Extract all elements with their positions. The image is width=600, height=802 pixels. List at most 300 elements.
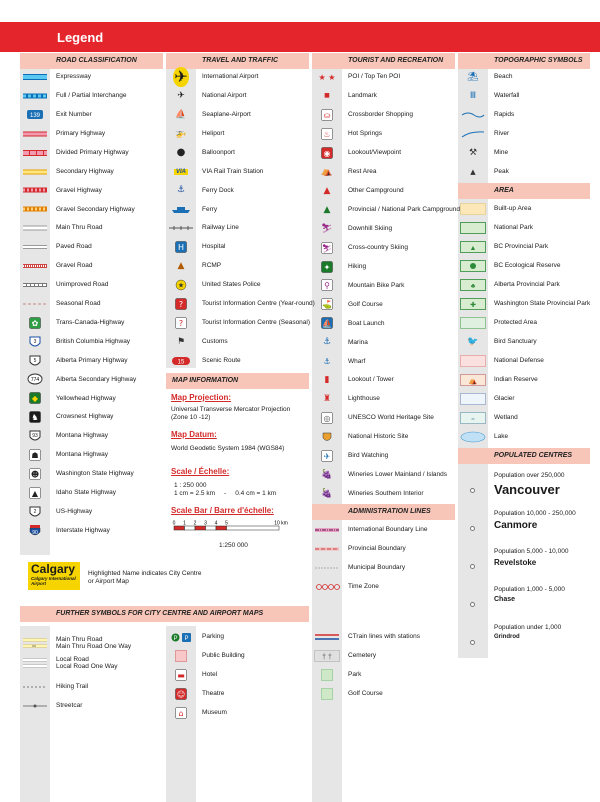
calgary-name: Calgary [31,562,76,576]
legend-label: Interstate Highway [56,526,110,534]
centre-name: Vancouver [494,482,560,497]
calgary-badge [28,562,80,590]
legend-row-tourist-information-centre-seasonal [166,314,310,332]
town-dot-icon [470,488,475,493]
svg-text:⛷: ⛷ [321,243,333,253]
svg-text:≈: ≈ [471,417,475,423]
town-dot-icon [470,640,475,645]
legend-label: Lighthouse [348,395,380,403]
legend-banner [0,22,600,52]
legend-row-poi-top-ten-poi [312,68,400,86]
legend-row-ferry-dock [166,181,234,199]
legend-row-built-up-area [458,200,531,218]
legend-label: Local Road Local Road One Way [56,655,118,670]
legend-label: Secondary Highway [56,167,114,175]
legend-label: River [494,130,510,138]
legend-row-main-thru-road [20,219,103,237]
legend-label: National Historic Site [348,433,409,441]
datum-title: Map Datum: [171,430,217,439]
legend-label: Hot Springs [348,130,382,138]
divided-primary-highway-icon [20,146,50,160]
svg-text:⚲: ⚲ [324,281,330,291]
legend-label: Full / Partial Interchange [56,92,127,100]
local-road-icon [20,656,50,670]
bc-highway-icon [20,335,50,349]
legend-label: Museum [202,709,227,717]
legend-row-hot-springs [312,125,382,143]
svg-text:◎: ◎ [323,414,331,424]
populated-centre-chase [494,586,565,603]
legend-row-provincial-boundary [312,540,406,558]
scale-text-1: 1 : 250 000 [174,482,207,489]
legend-label: Bird Watching [348,452,389,460]
legend-label: Landmark [348,92,377,100]
legend-row-theatre [166,685,224,703]
svg-text:▲: ▲ [31,488,39,498]
legend-label: Paved Road [56,243,92,251]
legend-row-golf-course [312,685,383,703]
legend-label: Scenic Route [202,356,241,364]
scale-tick-label: 3 [204,520,207,527]
unesco-site-icon [312,411,342,425]
legend-row-scenic-route [166,352,241,370]
legend-label: National Defense [494,357,544,365]
legend-label: Park [348,671,362,679]
bc-provincial-park-icon [458,240,488,254]
waterfall-icon: Ⅲ [469,91,477,101]
legend-row-wetland [458,409,518,427]
legend-row-peak [458,163,509,181]
legend-label: Hospital [202,243,226,251]
legend-row-lookout-tower [312,371,394,389]
svg-text:15: 15 [177,359,185,365]
legend-label: Balloonport [202,148,235,156]
time-zone-icon [312,580,342,594]
unimproved-road-icon [20,278,50,292]
legend-row-balloonport [166,144,235,162]
river-icon [458,127,488,141]
legend-row-lookout-viewpoint [312,144,401,162]
main-thru-road-city-icon [20,636,50,650]
population-range: Population 5,000 - 10,000 [494,548,569,555]
svg-text:✦: ✦ [323,262,331,272]
legend-label: Mine [494,149,509,157]
lighthouse-icon: ♜ [322,394,332,405]
scale-tick-label: 1 [183,520,186,527]
further-heading: FURTHER SYMBOLS FOR CITY CENTRE AND AIRPORT MAPS [20,606,309,622]
legend-row-us-highway [20,503,92,521]
populated-centre-canmore [494,510,576,531]
legend-row-indian-reserve [458,371,538,389]
legend-row-unesco-world-heritage-site [312,409,434,427]
svg-text:✚: ✚ [470,302,476,309]
legend-row-streetcar [20,696,82,716]
legend-label: Wetland [494,414,518,422]
svg-text:▬: ▬ [177,671,185,680]
rest-area-icon: ⛺ [321,166,333,177]
legend-row-museum [166,704,227,722]
admin-heading: ADMINISTRATION LINES [312,504,455,520]
national-park-icon [458,221,488,235]
legend-label: Tourist Information Centre (Year-round) [202,300,315,308]
legend-label: Divided Primary Highway [56,148,129,156]
legend-label: Protected Area [494,319,537,327]
legend-label: Mountain Bike Park [348,281,405,289]
legend-label: Wineries Lower Mainland / Islands [348,471,447,479]
legend-label: International Airport [202,73,259,81]
svg-text:P: P [184,635,189,642]
legend-row-hotel [166,666,217,684]
poi-icon: ★ ★ [318,72,336,82]
legend-row-crowsnest-highway [20,408,113,426]
legend-label: Glacier [494,395,515,403]
travel-heading: TRAVEL AND TRAFFIC [166,53,309,69]
legend-row-unimproved-road [20,276,108,294]
legend-row-paved-road [20,238,92,256]
streetcar-icon [20,699,50,713]
downhill-skiing-icon: ⛷ [321,223,333,234]
legend-label: Theatre [202,690,225,698]
svg-text:⛵: ⛵ [322,319,332,329]
legend-label: Provincial / National Park Campground [348,205,460,213]
protected-area-icon [458,316,488,330]
scale-tick-label: 5 [225,520,228,527]
legend-row-protected-area [458,314,537,332]
svg-text:☻: ☻ [30,469,40,479]
paved-road-icon [20,240,50,254]
hospital-icon [166,240,196,254]
beach-icon: ⛱ [467,72,479,82]
seaplane-airport-icon: ⛵ [175,109,187,120]
trans-canada-highway-icon [20,316,50,330]
svg-text:93: 93 [32,433,38,440]
svg-text:?: ? [178,299,184,309]
legend-label: Seaplane-Airport [202,111,251,119]
legend-label: Railway Line [202,224,239,232]
legend-row-heliport [166,125,224,143]
alberta-secondary-highway-icon [20,372,50,386]
park-icon [312,668,342,682]
lookout-viewpoint-icon [312,146,342,160]
via-rail-icon: VIA [175,168,186,175]
svg-text:774: 774 [30,377,40,384]
svg-text:90: 90 [32,529,38,536]
legend-label: Expressway [56,73,92,81]
legend-label: Alberta Secondary Highway [56,375,137,383]
legend-row-lighthouse [312,390,380,408]
legend-label: RCMP [202,262,222,270]
svg-text:☺: ☺ [176,690,186,699]
national-airport-icon: ✈ [177,90,185,101]
svg-text:◉: ◉ [323,148,331,158]
legend-label: Peak [494,168,509,176]
legend-label: Crossborder Shopping [348,111,414,119]
legend-row-bird-watching [312,447,388,465]
legend-label: Montana Highway [56,451,109,459]
population-range: Population over 250,000 [494,472,565,479]
centre-name: Canmore [494,520,538,531]
landmark-icon: ■ [324,92,330,100]
svg-text:⛀: ⛀ [323,110,331,120]
legend-row-divided-primary-highway [20,144,129,162]
scale-title: Scale / Échelle: [171,467,230,476]
populated-centre-revelstoke [494,548,568,567]
legend-label: US-Highway [56,507,93,515]
legend-label: National Airport [202,92,247,100]
legend-label: Ferry Dock [202,186,234,194]
legend-row-cemetery [312,647,376,665]
road-heading: ROAD CLASSIFICATION [20,53,163,69]
legend-label: Seasonal Road [56,300,101,308]
legend-row-exit-number [20,106,92,124]
legend-row-other-campground [312,182,404,200]
legend-label: Rest Area [348,168,377,176]
yellowhead-highway-icon [20,391,50,405]
legend-label: BC Ecological Reserve [494,262,561,270]
centre-name: Grindrod [494,634,520,640]
scale-end-label: 10 km [274,520,288,527]
alberta-provincial-park-icon [458,278,488,292]
legend-label: Wharf [348,357,366,365]
legend-row-boat-launch [312,314,385,332]
populated-centre-grindrod [494,624,561,640]
crowsnest-highway-icon [20,410,50,424]
calgary-sub: Calgary International Airport [31,576,76,586]
legend-row-local-road-local-road-one-way [20,653,118,673]
legend-row-seasonal-road [20,295,100,313]
tourist-info-yearround-icon [166,297,196,311]
legend-row-british-columbia-highway [20,333,130,351]
legend-row-mountain-bike-park [312,276,404,294]
svg-text:?: ? [178,318,184,328]
centre-name: Chase [494,596,516,603]
projection-title: Map Projection: [171,393,232,402]
svg-text:⛺: ⛺ [468,378,478,385]
legend-row-golf-course [312,295,383,313]
legend-row-bc-ecological-reserve [458,257,560,275]
legend-row-alberta-secondary-highway [20,370,136,388]
legend-label: Gravel Secondary Highway [56,205,135,213]
legend-label: Time Zone [348,583,379,591]
legend-row-yellowhead-highway [20,389,116,407]
legend-label: BC Provincial Park [494,243,549,251]
legend-label: Cemetery [348,652,377,660]
legend-row-customs [166,333,228,351]
legend-label: Washington State Highway [56,470,134,478]
legend-row-mine [458,144,508,162]
legend-label: UNESCO World Heritage Site [348,414,434,422]
scale-tick-label: 0 [172,520,176,527]
legend-row-montana-highway [20,427,108,445]
legend-label: Lookout/Viewpoint [348,149,402,157]
populated-centre-vancouver [494,472,564,497]
legend-row-national-historic-site [312,428,408,446]
legend-row-wharf [312,352,365,370]
svg-text:3: 3 [33,338,37,345]
svg-text:♣: ♣ [470,283,476,290]
indian-reserve-icon [458,373,488,387]
tourist-heading: TOURIST AND RECREATION [312,53,455,69]
legend-label: Marina [348,338,368,346]
scenic-route-icon [166,354,196,368]
svg-text:✿: ✿ [31,318,39,328]
legend-row-ctrain-lines-with-stations [312,628,420,646]
legend-label: Hiking Trail [56,683,89,691]
washington-park-icon [458,297,488,311]
svg-text:H: H [177,243,185,253]
legend-row-provincial-national-park-campground [312,201,460,219]
peak-icon: ▲ [470,168,476,176]
svg-text:⌂: ⌂ [178,709,184,718]
population-range: Population 10,000 - 250,000 [494,510,576,517]
exit-number-icon [20,108,50,122]
legend-row-beach [458,68,512,86]
legend-row-river [458,125,509,143]
legend-label: Built-up Area [494,205,532,213]
legend-row-public-building [166,647,245,665]
boat-launch-icon [312,316,342,330]
legend-row-crossborder-shopping [312,106,413,124]
legend-row-gravel-road [20,257,93,275]
cross-country-skiing-icon [312,241,342,255]
datum-text: World Geodetic System 1984 (WGS84) [171,445,285,452]
balloonport-icon: ● [176,147,186,159]
town-dot-icon [470,602,475,607]
cemetery-icon [312,649,342,663]
legend-label: Main Thru Road [56,224,103,232]
legend-row-main-thru-road-main-thru-road-one-way [20,633,131,653]
ferry-dock-icon: ⚓ [176,185,186,196]
legend-row-full-partial-interchange [20,87,126,105]
gravel-secondary-highway-icon [20,202,50,216]
svg-text:♞: ♞ [31,413,39,423]
golf-course-icon [312,297,342,311]
legend-label: Parking [202,633,225,641]
municipal-boundary-icon [312,561,342,575]
legend-label: Yellowhead Highway [56,394,116,402]
gravel-road-icon [20,259,50,273]
washington-highway-icon [20,467,50,481]
provincial-boundary-icon [312,542,342,556]
other-campground-icon: ▲ [323,185,331,196]
legend-label: Hotel [202,671,218,679]
legend-row-idaho-state-highway [20,484,116,502]
svg-text:P: P [173,635,178,642]
bird-sanctuary-icon: 🐦 [467,337,479,347]
rcmp-icon: ▲ [177,261,185,271]
topo-heading: TOPOGRAPHIC SYMBOLS [458,53,590,69]
legend-label: Primary Highway [56,129,106,137]
museum-icon [166,706,196,720]
legend-label: Cross-country Skiing [348,243,408,251]
park-campground-icon: ▲ [323,204,331,215]
svg-text:♨: ♨ [323,129,331,139]
international-airport-icon: ✈ [174,69,188,86]
legend-label: United States Police [202,281,261,289]
legend-label: Alberta Provincial Park [494,281,560,289]
legend-label: National Park [494,224,534,232]
legend-label: Gravel Road [56,262,93,270]
scalebar-ratio: 1:250 000 [219,542,248,549]
hiking-icon [312,260,342,274]
legend-row-rapids [458,106,514,124]
town-dot-icon [470,526,475,531]
legend-label: Provincial Boundary [348,545,406,553]
scale-text-2: 1 cm = 2.5 km - 0.4 cm = 1 km [174,490,277,497]
golf-course-city-icon [312,687,342,701]
legend-row-hiking [312,258,366,276]
legend-row-national-airport [166,87,246,105]
hiking-trail-icon [20,680,50,694]
legend-label: Alberta Primary Highway [56,356,128,364]
legend-label: Bird Sanctuary [494,338,537,346]
legend-row-expressway [20,68,91,86]
national-defense-icon [458,354,488,368]
legend-row-gravel-secondary-highway [20,200,135,218]
legend-label: Crowsnest Highway [56,413,114,421]
legend-label: Municipal Boundary [348,564,406,572]
interchange-icon [20,89,50,103]
national-historic-site-icon [312,430,342,444]
svg-text:✈: ✈ [323,452,331,461]
legend-row-marina [312,333,368,351]
legend-row-washington-state-highway [20,465,134,483]
legend-row-secondary-highway [20,163,114,181]
legend-label: POI / Top Ten POI [348,73,401,81]
ctrain-lines-icon [312,630,342,644]
legend-label: Public Building [202,652,245,660]
legend-row-montana-highway [20,446,108,464]
svg-text:† †: † † [322,654,332,661]
legend-row-tourist-information-centre-year-round [166,295,315,313]
us-highway-icon [20,505,50,519]
mountain-bike-park-icon [312,278,342,292]
legend-row-primary-highway [20,125,105,143]
hotel-icon [166,668,196,682]
legend-label: Downhill Skiing [348,224,393,232]
us-police-icon [166,278,196,292]
projection-text-1: Universal Transverse Mercator Projection [171,406,291,413]
legend-row-railway-line [166,219,239,237]
lookout-tower-icon: ▮ [324,375,330,386]
legend-label: Lookout / Tower [348,376,394,384]
legend-row-gravel-highway [20,181,102,199]
legend-label: Hiking [348,262,367,270]
secondary-highway-icon [20,165,50,179]
legend-row-bird-sanctuary [458,333,537,351]
scale-tick-label: 4 [214,520,218,527]
svg-text:☗: ☗ [31,451,39,460]
legend-label: Streetcar [56,702,83,710]
legend-row-seaplane-airport [166,106,251,124]
legend-label: Other Campground [348,186,404,194]
legend-row-ferry [166,200,217,218]
legend-label: VIA Rail Train Station [202,167,264,175]
legend-label: Unimproved Road [56,281,109,289]
interstate-highway-icon [20,524,50,538]
legend-row-national-defense [458,352,544,370]
legend-row-glacier [458,390,515,408]
legend-row-wineries-southern-interior [312,485,424,503]
tourist-info-seasonal-icon [166,316,196,330]
legend-row-hospital [166,238,225,256]
legend-row-time-zone [312,578,379,596]
legend-label: Lake [494,433,509,441]
legend-row-wineries-lower-mainland-islands [312,466,447,484]
legend-label: Golf Course [348,690,383,698]
legend-row-waterfall [458,87,519,105]
legend-label: International Boundary Line [348,526,428,534]
